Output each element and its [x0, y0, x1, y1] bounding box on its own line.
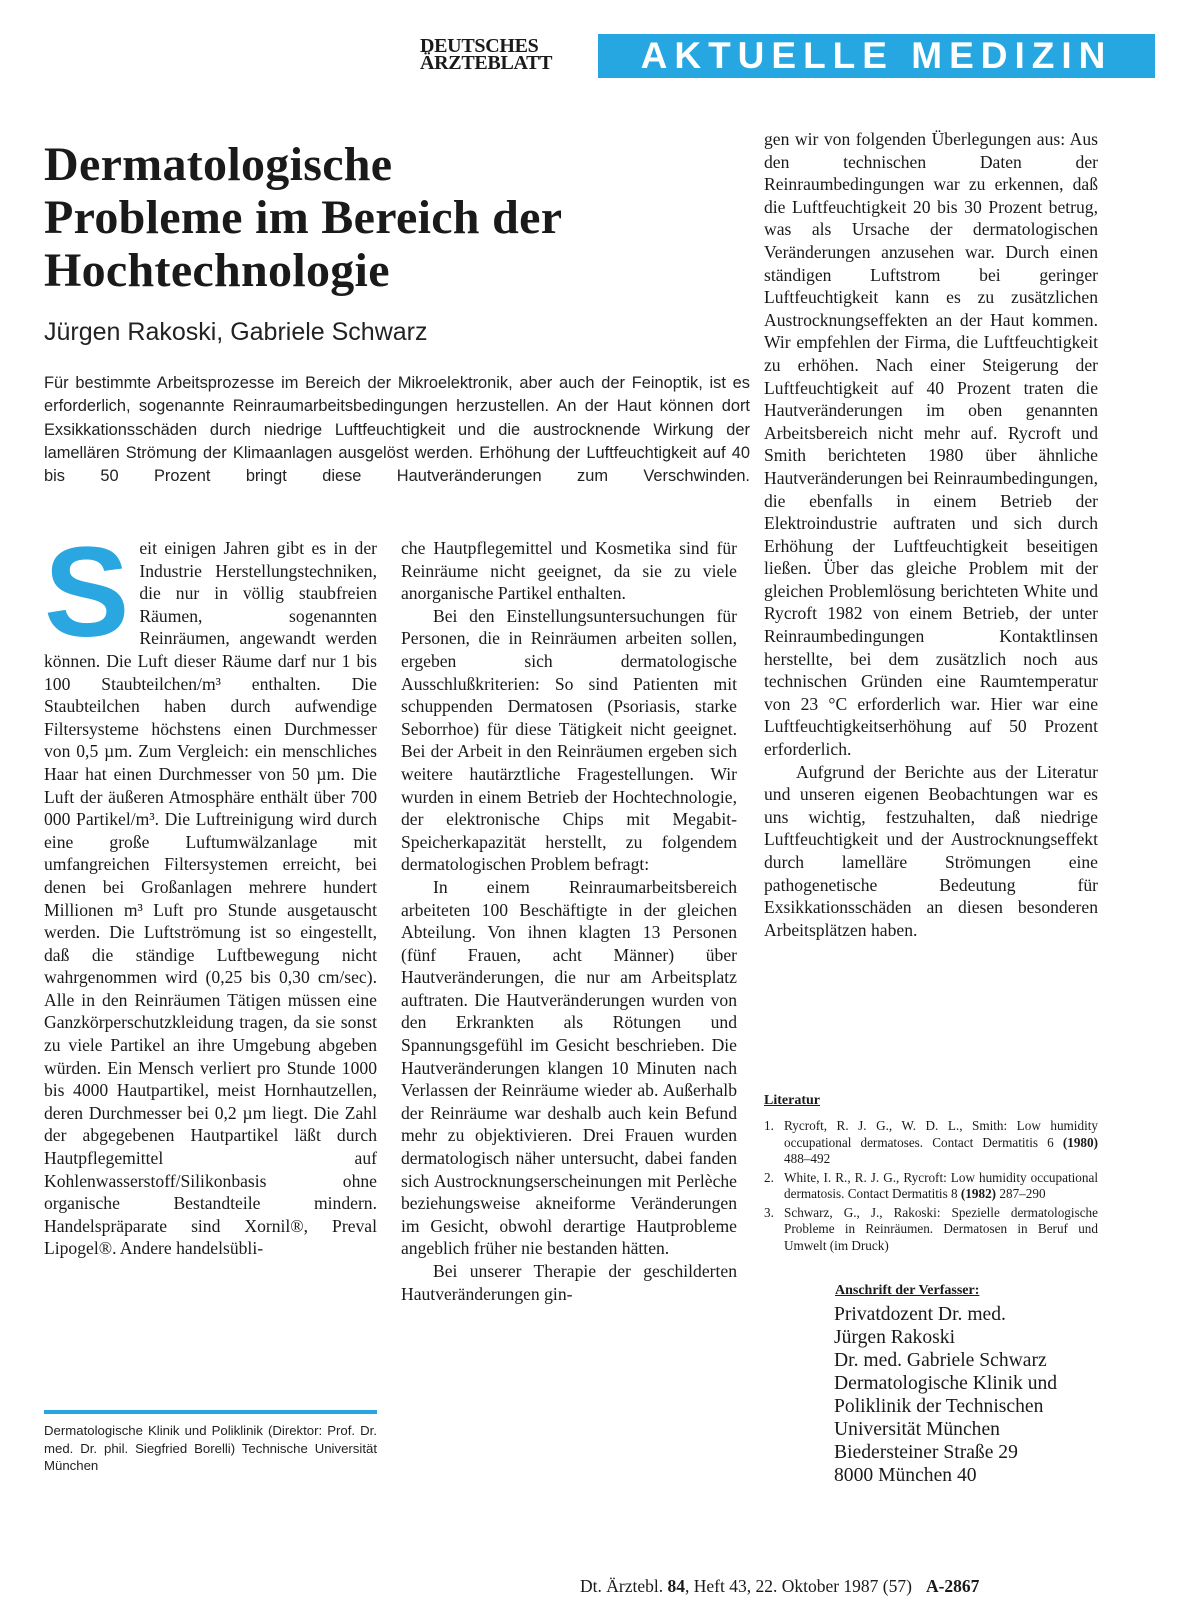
paragraph: Bei unserer Therapie der geschilderten Hautveränderungen gin-	[401, 1261, 737, 1304]
journal-logo	[420, 35, 582, 74]
citation-prefix: Dt. Ärztebl.	[580, 1576, 668, 1596]
address-line: Poliklinik der Technischen	[834, 1396, 1044, 1417]
reference-item	[764, 1205, 1098, 1255]
reference-number: 2.	[764, 1169, 774, 1185]
address-line: Dr. med. Gabriele Schwarz	[834, 1350, 1047, 1371]
paragraph: Bei den Einstellungsuntersuchungen für Personen, die in Reinräumen arbeiten sollen, ergeben sich dermatologische Ausschlußkriterien: So sind Patienten mit schuppenden Dermatosen (Psoriasis, starke Seborrhoe) für diese Tätigkeit nicht geeignet. Bei der Arbeit in den Reinräumen ergeben sich weitere hautärztliche Fragestellungen. Wir wurden in einem Betrieb der Hochtechnologie, der elektronische Chips mit Megabit-Speicherkapazität herstellt, zu folgendem dermatologischen Problem befragt:	[401, 605, 737, 875]
paragraph: In einem Reinraumarbeitsbereich arbeiteten 100 Beschäftigte in der gleichen Abteilung. Von ihnen klagten 13 Personen (fünf Frauen, acht Männer) über Hautveränderungen, die nur am Arbeitsplatz auftraten. Die Hautveränderungen wurden von den Erkrankten als Rötungen und Spannungsgefühl im Gesicht beschrieben. Die Hautveränderungen klangen 10 Minuten nach Verlassen der Reinräume wieder ab. Außerhalb der Reinräume war deshalb auch kein Befund mehr zu objektivieren. Drei Frauen wurden dermatologisch näher untersucht, dabei fanden sich Austrocknungserscheinungen mit Perlèche beziehungsweise akneiforme Veränderungen im Gesicht, obwohl derartige Hautprobleme angeblich früher nie bestanden hätten.	[401, 876, 737, 1259]
address-line: Dermatologische Klinik und	[834, 1373, 1058, 1394]
article-authors: Jürgen Rakoski, Gabriele Schwarz	[44, 318, 428, 346]
paragraph: che Hautpflegemittel und Kosmetika sind für Reinräume nicht geeignet, da sie zu viele anorganische Partikel enthalten.	[401, 538, 737, 604]
body-column-1	[44, 521, 377, 1260]
address-line: Universität München	[834, 1419, 1000, 1440]
drop-cap: S	[44, 521, 130, 664]
section-banner: AKTUELLE MEDIZIN	[598, 34, 1155, 78]
reference-number: 3.	[764, 1204, 774, 1220]
affiliation-footnote: Dermatologische Klinik und Poliklinik (Direktor: Prof. Dr. med. Dr. phil. Siegfried Borelli) Technische Universität München	[44, 1423, 377, 1473]
reference-list	[764, 1118, 1098, 1256]
body-column-2	[401, 537, 737, 1305]
title-line-2: Probleme im Bereich der	[44, 191, 563, 244]
body-column-3	[764, 128, 1098, 941]
author-address	[834, 1303, 1104, 1487]
page-footer	[580, 1576, 979, 1597]
reference-item	[764, 1170, 1098, 1203]
journal-name-line2: ÄRZTEBLATT	[420, 52, 553, 74]
address-heading: Anschrift der Verfasser:	[835, 1283, 980, 1298]
reference-text: White, I. R., R. J. G., Rycroft: Low humidity occupational dermatosis. Contact Dermatitis 8	[784, 1169, 1098, 1201]
paragraph: eit einigen Jahren gibt es in der Industrie Herstellungstechniken, die nur in völlig staubfreien Räumen, sogenannten Reinräumen, angewandt werden können. Die Luft dieser Räume darf nur 1 bis 100 Staubteilchen/m³ enthalten. Die Staubteilchen haben durch aufwendige Filtersysteme höchstens einen Durchmesser von 0,5 µm. Zum Vergleich: ein menschliches Haar hat einen Durchmesser von 50 µm. Die Luft der äußeren Atmosphäre enthält über 700 000 Partikel/m³. Die Luftreinigung wird durch eine große Luftumwälzanlage mit umfangreichen Filtersystemen erreicht, bei denen bei Großanlagen mehrere hundert Millionen m³ Luft pro Stunde ausgetauscht werden. Die Luftströmung ist so eingestellt, daß die ständige Luftbewegung nicht wahrgenommen wird (0,25 bis 0,30 cm/sec). Alle in den Reinräumen Tätigen müssen eine Ganzkörperschutzkleidung tragen, da sie sonst zu viele Partikel an ihre Umgebung abgeben würden. Ein Mensch verliert pro Stunde 1000 bis 4000 Hautpartikel, meist Hornhautzellen, deren Durchmesser bei 0,2 µm liegt. Die Zahl der abgegebenen Hautpartikel läßt durch Hautpflegemittel auf Kohlenwasserstoff/Silikonbasis ohne organische Bestandteile mindern. Handelspräparate sind Xornil®, Preval Lipogel®. Andere handelsübli-	[44, 538, 377, 1259]
title-line-3: Hochtechnologie	[44, 244, 390, 297]
reference-pages: 488–492	[784, 1151, 831, 1166]
address-line: Biedersteiner Straße 29	[834, 1442, 1018, 1463]
reference-year: (1980)	[1062, 1134, 1098, 1150]
citation-volume: 84	[667, 1576, 685, 1596]
footnote-divider	[44, 1410, 377, 1414]
title-line-1: Dermatologische	[44, 138, 393, 191]
address-line: 8000 München 40	[834, 1465, 977, 1486]
article-title	[44, 138, 764, 297]
page-number: A-2867	[925, 1576, 980, 1596]
journal-name-line1: DEUTSCHES	[420, 35, 539, 57]
reference-text: Schwarz, G., J., Rakoski: Spezielle dermatologische Probleme in Reinräumen. Dermatosen in Beruf und Umwelt (im Druck)	[784, 1204, 1098, 1253]
paragraph: Aufgrund der Berichte aus der Literatur und unseren eigenen Beobachtungen war es uns wichtig, festzuhalten, daß niedrige Luftfeuchtigkeit und der Austrocknungseffekt durch lamelläre Strömungen eine pathogenetische Bedeutung für Exsikkationsschäden an diesen besonderen Arbeitsplätzen haben.	[764, 761, 1098, 940]
address-line: Privatdozent Dr. med.	[834, 1304, 1006, 1325]
address-line: Jürgen Rakoski	[834, 1327, 956, 1348]
reference-item	[764, 1118, 1098, 1168]
article-abstract: Für bestimmte Arbeitsprozesse im Bereich der Mikroelektronik, aber auch der Feinoptik, ist es erforderlich, sogenannte Reinraumarbeitsbedingungen herzustellen. An der Haut können dort Exsikkationsschäden durch niedrige Luftfeuchtigkeit und die austrocknende Wirkung der lamellären Strömung der Klimaanlagen ausgelöst werden. Erhöhung der Luftfeuchtigkeit auf 40 bis 50 Prozent bringt diese Hautveränderungen zum Verschwinden.	[44, 374, 750, 486]
citation-issue: , Heft 43, 22. Oktober 1987 (57)	[684, 1576, 912, 1596]
reference-text: Rycroft, R. J. G., W. D. L., Smith: Low humidity occupational dermatoses. Contact Dermatitis 6	[784, 1118, 1098, 1150]
reference-year: (1982)	[960, 1186, 997, 1201]
reference-pages: 287–290	[996, 1186, 1046, 1201]
reference-number: 1.	[764, 1118, 774, 1133]
literature-heading: Literatur	[764, 1093, 820, 1108]
paragraph: gen wir von folgenden Überlegungen aus: Aus den technischen Daten der Reinraumbedingungen war zu erkennen, daß die Luftfeuchtigkeit 20 bis 30 Prozent betrug, was als Ursache der dermatologischen Veränderungen anzusehen war. Durch einen ständigen Luftstrom bei geringer Luftfeuchtigkeit kann es zu zusätzlichen Austrocknungseffekten an der Haut kommen. Wir empfehlen der Firma, die Luftfeuchtigkeit zu erhöhen. Nach einer Steigerung der Luftfeuchtigkeit auf 40 Prozent traten die Hautveränderungen im oben genannten Arbeitsbereich nicht mehr auf. Rycroft und Smith berichteten 1980 über ähnliche Hautveränderungen bei Reinraumbedingungen, die ebenfalls in einem Betrieb der Elektroindustrie auftraten und sich durch Erhöhung der Luftfeuchtigkeit beseitigen ließen. Über das gleiche Problem mit der gleichen Problemlösung berichteten White und Rycroft 1982 von einem Betrieb, der unter Reinraumbedingungen Kontaktlinsen herstellte, bei dem zusätzlich noch aus technischen Gründen eine Raumtemperatur von 23 °C erforderlich war. Hier war eine Luftfeuchtigkeitserhöhung auf 50 Prozent erforderlich.	[764, 129, 1098, 760]
